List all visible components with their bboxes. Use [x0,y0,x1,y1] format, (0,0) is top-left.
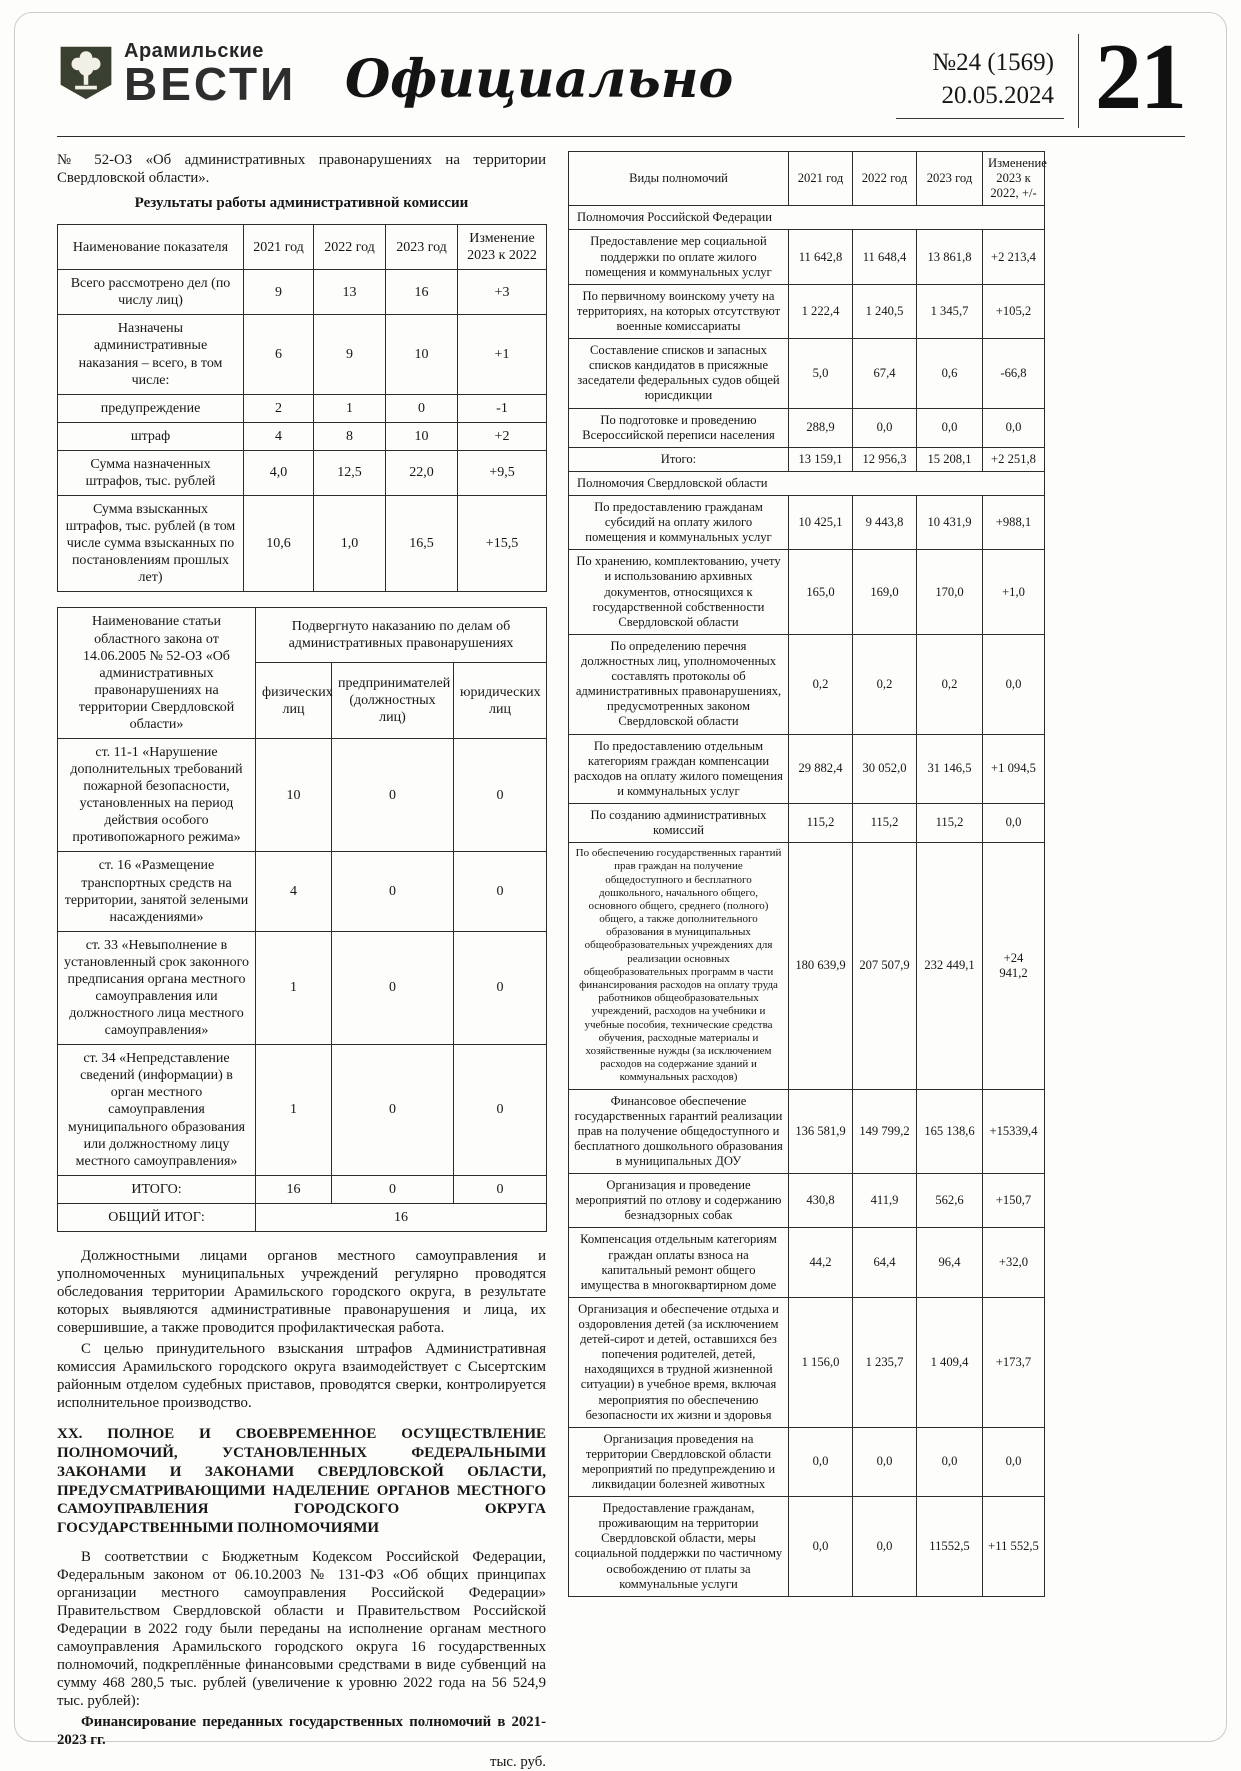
value-cell: +15339,4 [983,1089,1045,1174]
tree-emblem-icon [57,44,115,102]
value-cell: 12 956,3 [853,447,917,471]
value-cell: 0,0 [983,1427,1045,1496]
brand-name-bottom: ВЕСТИ [124,58,297,110]
table-row [569,1497,1045,1597]
column-header: Наименование показателя [58,225,244,270]
value-cell: +32,0 [983,1228,1045,1297]
value-cell: 165 138,6 [917,1089,983,1174]
value-cell: 31 146,5 [917,734,983,803]
value-cell: 2 [244,394,314,422]
value-cell: 22,0 [386,450,458,495]
value-cell: 9 443,8 [853,495,917,549]
table-row [569,1089,1045,1174]
header-divider [1078,34,1079,128]
value-cell: 12,5 [314,450,386,495]
left-column [57,151,546,1771]
table-row [58,496,547,592]
table-header-row [569,152,1045,206]
value-cell: +173,7 [983,1297,1045,1427]
value-cell: 4 [244,422,314,450]
value-cell: 6 [244,315,314,394]
value-cell: 562,6 [917,1174,983,1228]
value-cell: 5,0 [789,339,853,408]
paragraph: В соответствии с Бюджетным Кодексом Российской Федерации, Федеральным законом от 06.10.2003 № 131-ФЗ «Об общих принципах организации местного самоуправления Российской Федерации» Правительством Свердловской области и Правительством Российской Федерации в 2022 году были переданы на исполнение органам местного самоуправления Арамильского городского округа 16 государственных полномочий, подкреплённые финансовыми средствами в виде субвенций на сумму 468 280,5 тыс. рублей (увеличение к уровню 2022 года на 56 524,9 тыс. рублей): [57,1548,546,1710]
value-cell: 96,4 [917,1228,983,1297]
value-cell: 13 861,8 [917,230,983,284]
column-header: физических лиц [256,663,332,739]
value-cell: 1 240,5 [853,284,917,338]
value-cell: 10 425,1 [789,495,853,549]
issue-number: №24 (1569) [932,49,1054,76]
value-cell: 207 507,9 [853,843,917,1089]
value-cell: 13 159,1 [789,447,853,471]
table-row [569,550,1045,635]
value-cell: +9,5 [458,450,547,495]
value-cell: 0,2 [917,634,983,734]
value-cell: 10 [386,422,458,450]
table-row [58,315,547,394]
row-label: Предоставление гражданам, проживающим на территории Свердловской области, меры социальной поддержки по частичному освобождению от платы за коммунальные услуги [569,1497,789,1597]
column-header: Наименование статьи областного закона от 14.06.2005 № 52-ОЗ «Об административных правонарушениях на территории Свердловской области» [58,608,256,739]
value-cell: 10 [256,738,332,851]
table-row [58,450,547,495]
value-cell: +105,2 [983,284,1045,338]
row-label: Финансовое обеспечение государственных гарантий реализации прав на получение общедоступного и бесплатного дошкольного образования в муниципальных ДОУ [569,1089,789,1174]
section-title: Официально [345,49,734,110]
value-cell: 0,0 [789,1427,853,1496]
value-cell: 0,6 [917,339,983,408]
value-cell: 169,0 [853,550,917,635]
column-header: Изменение 2023 к 2022, +/- [983,152,1045,206]
value-cell: -66,8 [983,339,1045,408]
issue-block [896,34,1064,119]
row-label: По созданию административных комиссий [569,803,789,842]
value-cell: 4 [256,852,332,931]
value-cell: +1 094,5 [983,734,1045,803]
value-cell: +150,7 [983,1174,1045,1228]
value-cell: 288,9 [789,408,853,447]
value-cell: +988,1 [983,495,1045,549]
value-cell: 16,5 [386,496,458,592]
value-cell: 1 409,4 [917,1297,983,1427]
value-cell: 11 648,4 [853,230,917,284]
value-cell: 29 882,4 [789,734,853,803]
value-cell: 0,0 [853,1497,917,1597]
table-row [569,284,1045,338]
column-header: Изменение 2023 к 2022 [458,225,547,270]
issue-date: 20.05.2024 [941,82,1054,109]
paragraph: С целью принудительного взыскания штрафов Административная комиссия Арамильского городского округа взаимодействует с Сысертским районным отделом судебных приставов, проводятся сверки, контролируется исполнительное производство. [57,1341,546,1412]
value-cell: 0,0 [983,634,1045,734]
row-label: Сумма назначенных штрафов, тыс. рублей [58,450,244,495]
row-label: ИТОГО: [58,1175,256,1203]
column-header: 2021 год [789,152,853,206]
section-row-label: Полномочия Российской Федерации [569,206,1045,230]
value-cell: 411,9 [853,1174,917,1228]
row-label: По предоставлению гражданам субсидий на оплату жилого помещения и коммунальных услуг [569,495,789,549]
table-row [569,471,1045,495]
value-cell: 8 [314,422,386,450]
value-cell: 0 [332,738,454,851]
column-header: 2023 год [386,225,458,270]
table-row [58,270,547,315]
table-row [58,852,547,931]
table-row [569,408,1045,447]
column-header: предпринимателей (должностных лиц) [332,663,454,739]
table-row [569,734,1045,803]
value-cell: +11 552,5 [983,1497,1045,1597]
column-header: 2021 год [244,225,314,270]
value-cell: 0,0 [853,1427,917,1496]
value-cell: 0 [454,1175,547,1203]
value-cell: 0 [454,931,547,1044]
row-label: По обеспечению государственных гарантий прав граждан на получение общедоступного и бесплатного дошкольного, начального общего, основного общего, среднего (полного) общего, а также дополнительного образования в муниципальных общеобразовательных учреждениях для реализации основных общеобразовательных программ в части финансирования расходов на оплату труда работников общеобразовательных учреждений, расходов на учебники и учебные пособия, технические средства обучения, расходные материалы и хозяйственные нужды (за исключением расходов на содержание зданий и коммунальных расходов) [569,843,789,1089]
value-cell: +1 [458,315,547,394]
value-cell: 1 [256,931,332,1044]
row-label: По хранению, комплектованию, учету и использованию архивных документов, относящихся к государственной собственности Свердловской области [569,550,789,635]
value-cell: 1 222,4 [789,284,853,338]
table-row [569,843,1045,1089]
value-cell: 0 [454,852,547,931]
value-cell: 64,4 [853,1228,917,1297]
value-cell: 430,8 [789,1174,853,1228]
value-cell: 30 052,0 [853,734,917,803]
value-cell: 0 [332,1045,454,1176]
value-cell: 1 156,0 [789,1297,853,1427]
value-cell: 4,0 [244,450,314,495]
row-label: Предоставление мер социальной поддержки по оплате жилого помещения и коммунальных услуг [569,230,789,284]
value-cell: 232 449,1 [917,843,983,1089]
value-cell: 0 [454,1045,547,1176]
value-cell: 170,0 [917,550,983,635]
value-cell: 0 [386,394,458,422]
value-cell: 1 345,7 [917,284,983,338]
table-row [569,1228,1045,1297]
table-row [569,206,1045,230]
value-cell: 136 581,9 [789,1089,853,1174]
table-row [58,1045,547,1176]
table-row [569,1174,1045,1228]
row-label: Организация и проведение мероприятий по отлову и содержанию безнадзорных собак [569,1174,789,1228]
row-label: ОБЩИЙ ИТОГ: [58,1203,256,1231]
financing-table [568,151,1045,1597]
masthead [57,25,1185,137]
page-number: 21 [1095,25,1185,129]
value-cell: 0,0 [853,408,917,447]
column-header: 2022 год [314,225,386,270]
table-header-row [58,225,547,270]
column-header: Виды полномочий [569,152,789,206]
value-cell: 16 [386,270,458,315]
row-label: Назначены административные наказания – всего, в том числе: [58,315,244,394]
value-cell: +2 213,4 [983,230,1045,284]
value-cell: 149 799,2 [853,1089,917,1174]
table-row [58,1203,547,1231]
value-cell: 1 235,7 [853,1297,917,1427]
row-label: Итого: [569,447,789,471]
value-cell: +24 941,2 [983,843,1045,1089]
value-cell: 15 208,1 [917,447,983,471]
column-header: 2023 год [917,152,983,206]
table-row [569,495,1045,549]
value-cell: 0 [332,931,454,1044]
value-cell: 0,2 [789,634,853,734]
value-cell: 11 642,8 [789,230,853,284]
right-column [568,151,1185,1597]
value-cell: 0,0 [789,1497,853,1597]
table-row [569,634,1045,734]
row-label: Компенсация отдельным категориям граждан оплаты взноса на капитальный ремонт общего имущества в многоквартирном доме [569,1228,789,1297]
page-content [57,25,1185,1771]
value-cell: 0,0 [983,803,1045,842]
value-cell: -1 [458,394,547,422]
intro-paragraph: № 52-ОЗ «Об административных правонарушениях на территории Свердловской области». [57,152,546,187]
value-cell: 11552,5 [917,1497,983,1597]
row-label: По первичному воинскому учету на территориях, на которых отсутствуют военные комиссариаты [569,284,789,338]
table-row [58,931,547,1044]
value-cell: 0,0 [917,1427,983,1496]
row-label: Всего рассмотрено дел (по числу лиц) [58,270,244,315]
table-row [569,339,1045,408]
row-label: По определению перечня должностных лиц, уполномоченных составлять протоколы об административных правонарушениях, предусмотренных законом Свердловской области [569,634,789,734]
value-cell: 0,0 [917,408,983,447]
column-header: 2022 год [853,152,917,206]
units-note: тыс. руб. [489,1754,546,1771]
row-label: По предоставлению отдельным категориям граждан компенсации расходов на оплату жилого помещения и коммунальных услуг [569,734,789,803]
value-cell: 0,2 [853,634,917,734]
table-row [58,394,547,422]
row-label: ст. 11-1 «Нарушение дополнительных требований пожарной безопасности, установленных на период действия особого противопожарного режима» [58,738,256,851]
newspaper-brand [57,34,309,110]
value-cell: 1 [314,394,386,422]
value-cell: 0 [454,738,547,851]
value-cell: 10 431,9 [917,495,983,549]
row-label: Сумма взысканных штрафов, тыс. рублей (в том числе сумма взысканных по постановлениям прошлых лет) [58,496,244,592]
brand-text [124,40,297,110]
table-row [58,1175,547,1203]
value-cell: 67,4 [853,339,917,408]
value-cell: 165,0 [789,550,853,635]
table-row [569,230,1045,284]
value-cell: 115,2 [853,803,917,842]
value-cell: 9 [314,315,386,394]
value-cell: +3 [458,270,547,315]
value-cell: 1,0 [314,496,386,592]
value-cell: 1 [256,1045,332,1176]
value-cell: 9 [244,270,314,315]
table-row [569,1297,1045,1427]
paragraph: Должностными лицами органов местного самоуправления и уполномоченных муниципальных учреждений регулярно проводятся обследования территории Арамильского городского округа, в результате которых выявляются административные правонарушения и лица, их совершившие, а также проводится профилактическая работа. [57,1247,546,1337]
commission-results-table [57,224,547,592]
value-cell: +1,0 [983,550,1045,635]
column-group-header: Подвергнуто наказанию по делам об административных правонарушениях [256,608,547,663]
value-cell: +2 251,8 [983,447,1045,471]
value-cell: 16 [256,1203,547,1231]
row-label: ст. 33 «Невыполнение в установленный срок законного предписания органа местного самоуправления или должностного лица местного самоуправления» [58,931,256,1044]
row-label: Организация и обеспечение отдыха и оздоровления детей (за исключением детей-сирот и детей, оставшихся без попечения родителей, детей, находящихся в трудной жизненной ситуации) в учебное время, включая мероприятия по обеспечению безопасности их жизни и здоровья [569,1297,789,1427]
section-row-label: Полномочия Свердловской области [569,471,1045,495]
page-body [57,151,1185,1771]
column-header: юридических лиц [454,663,547,739]
table-row [569,803,1045,842]
value-cell: 115,2 [917,803,983,842]
table-header-row [58,608,547,663]
table-row [58,738,547,851]
value-cell: 16 [256,1175,332,1203]
value-cell: 0 [332,1175,454,1203]
table-row [569,447,1045,471]
value-cell: 115,2 [789,803,853,842]
brand-name-top: Арамильские [124,40,264,62]
row-label: По подготовке и проведению Всероссийской переписи населения [569,408,789,447]
value-cell: 10,6 [244,496,314,592]
section-heading: XX. ПОЛНОЕ И СВОЕВРЕМЕННОЕ ОСУЩЕСТВЛЕНИЕ ПОЛНОМОЧИЙ, УСТАНОВЛЕННЫХ ФЕДЕРАЛЬНЫМИ ЗАКОНАМИ И ЗАКОНАМИ СВЕРДЛОВСКОЙ ОБЛАСТИ, ПРЕДУСМАТРИВАЮЩИМИ НАДЕЛЕНИЕ ОРГАНОВ МЕСТНОГО САМОУПРАВЛЕНИЯ ГОРОДСКОГО ОКРУГА ГОСУДАРСТВЕННЫМИ ПОЛНОМОЧИЯМИ [57,1426,546,1537]
financing-caption: Финансирование переданных государственных полномочий в 2021-2023 гг. [57,1714,546,1749]
row-label: Организация проведения на территории Свердловской области мероприятий по предупреждению и ликвидации болезней животных [569,1427,789,1496]
value-cell: 10 [386,315,458,394]
row-label: Составление списков и запасных списков кандидатов в присяжные заседатели федеральных судов общей юрисдикции [569,339,789,408]
table-row [58,422,547,450]
commission-table-title: Результаты работы административной комиссии [134,195,469,212]
row-label: штраф [58,422,244,450]
value-cell: 13 [314,270,386,315]
value-cell: +15,5 [458,496,547,592]
row-label: предупреждение [58,394,244,422]
value-cell: 180 639,9 [789,843,853,1089]
table-row [569,1427,1045,1496]
value-cell: 0,0 [983,408,1045,447]
violations-table [57,607,547,1232]
value-cell: 0 [332,852,454,931]
row-label: ст. 16 «Размещение транспортных средств на территории, занятой зелеными насаждениями» [58,852,256,931]
value-cell: 44,2 [789,1228,853,1297]
row-label: ст. 34 «Непредставление сведений (информации) в орган местного самоуправления муниципального образования или должностному лицу местного самоуправления» [58,1045,256,1176]
value-cell: +2 [458,422,547,450]
